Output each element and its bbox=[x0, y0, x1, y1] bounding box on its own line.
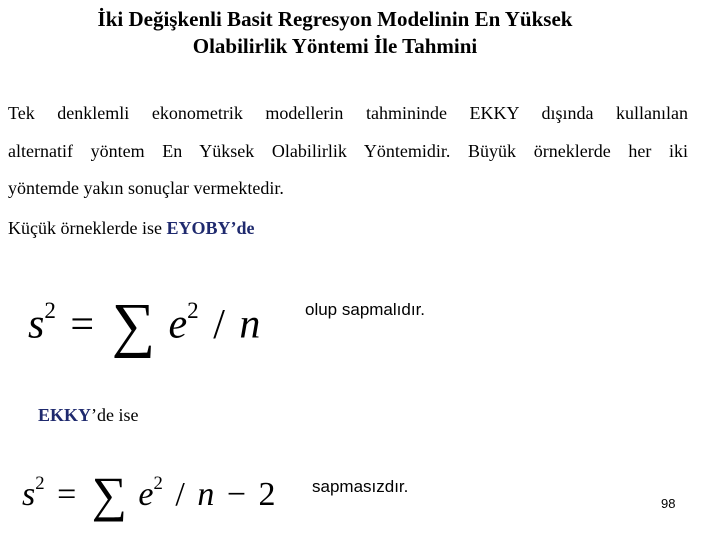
formula1-lhs: s bbox=[28, 301, 45, 348]
formula1-divide: / bbox=[213, 301, 225, 348]
intro-paragraph-line-2: alternatif yöntem En Yüksek Olabilirlik Yöntemidir. Büyük örneklerde her iki bbox=[8, 140, 688, 161]
intro-paragraph-line-3: yöntemde yakın sonuçlar vermektedir. bbox=[8, 178, 284, 198]
slide-title bbox=[0, 6, 670, 60]
formula-biased-variance bbox=[28, 284, 261, 359]
biased-note: olup sapmalıdır. bbox=[305, 300, 426, 319]
formula-unbiased-variance bbox=[22, 462, 276, 522]
intro-paragraph-line-1: Tek denklemli ekonometrik modellerin tahmininde EKKY dışında kullanılan bbox=[8, 103, 688, 123]
formula2-constant: 2 bbox=[258, 475, 276, 513]
ekky-term: EKKY bbox=[38, 405, 92, 425]
eyoby-term: EYOBY bbox=[166, 218, 231, 238]
formula2-denominator: n bbox=[197, 475, 215, 513]
page-number: 98 bbox=[661, 496, 676, 511]
small-sample-statement bbox=[8, 218, 254, 239]
formula2-sum-symbol: ∑ bbox=[91, 466, 127, 522]
formula1-equals: = bbox=[70, 301, 95, 348]
slide-title-line-2: Olabilirlik Yöntemi İle Tahmini bbox=[192, 34, 478, 58]
small-sample-suffix: ’de bbox=[230, 218, 255, 238]
formula1-sum-symbol: ∑ bbox=[111, 291, 156, 359]
formula2-divide: / bbox=[175, 475, 185, 513]
intro-paragraph bbox=[8, 95, 688, 208]
ekky-suffix: ’de ise bbox=[91, 405, 139, 425]
formula2-minus: − bbox=[226, 475, 246, 513]
formula2-lhs: s bbox=[22, 475, 36, 513]
formula1-lhs-exponent: 2 bbox=[44, 297, 56, 323]
small-sample-prefix: Küçük örneklerde ise bbox=[8, 218, 167, 238]
formula1-term-exponent: 2 bbox=[187, 297, 199, 323]
formula1-denominator: n bbox=[239, 301, 261, 348]
slide-title-line-1: İki Değişkenli Basit Regresyon Modelinin En Yüksek bbox=[97, 7, 573, 31]
ekky-statement bbox=[38, 405, 139, 426]
formula2-equals: = bbox=[57, 475, 77, 513]
formula1-term: e bbox=[168, 301, 188, 348]
formula2-lhs-exponent: 2 bbox=[35, 473, 45, 494]
formula2-term: e bbox=[138, 475, 154, 513]
formula2-term-exponent: 2 bbox=[153, 473, 163, 494]
unbiased-note: sapmasızdır. bbox=[312, 477, 409, 496]
